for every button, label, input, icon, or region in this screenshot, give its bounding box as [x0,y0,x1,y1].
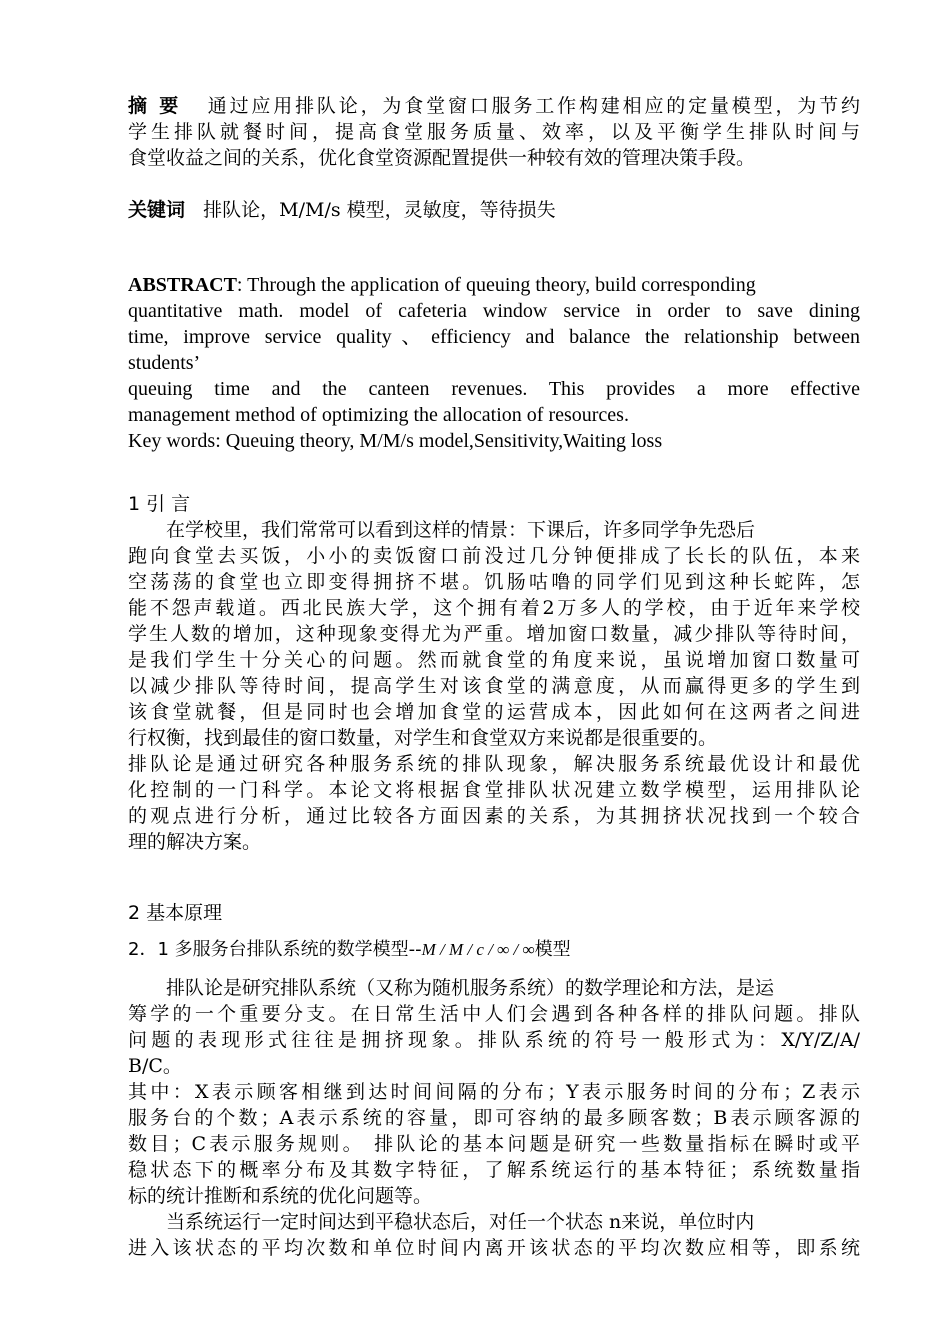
body-line: 当系统运行一定时间达到平稳状态后，对任一个状态 n来说，单位时内 [166,1211,755,1233]
body-line: 的观点进行分析，通过比较各方面因素的关系，为其拥挤状况找到一个较合 [128,805,860,827]
body-line: 进入该状态的平均次数和单位时间内离开该状态的平均次数应相等，即系统 [128,1237,860,1259]
body-line: 化控制的一门科学。本论文将根据食堂排队状况建立数学模型，运用排队论 [128,779,860,801]
abstract-en-line: queuing time and the canteen revenues. This provides a more effective [128,378,860,400]
body-line: 标的统计推断和系统的优化问题等。 [128,1185,433,1207]
body-line: 问题的表现形式往往是拥挤现象。排队系统的符号一般形式为：X/Y/Z/A/ [128,1029,860,1051]
body-line: 学生人数的增加，这种现象变得尤为严重。增加窗口数量，减少排队等待时间， [128,623,860,645]
body-line: 排队论是通过研究各种服务系统的排队现象，解决服务系统最优设计和最优 [128,753,860,775]
body-line: 是我们学生十分关心的问题。然而就食堂的角度来说，虽说增加窗口数量可 [128,649,860,671]
body-line: 数目；C表示服务规则。 排队论的基本问题是研究一些数量指标在瞬时或平 [128,1133,860,1155]
body-line: 筹学的一个重要分支。在日常生活中人们会遇到各种各样的排队问题。排队 [128,1003,860,1025]
body-line: 在学校里，我们常常可以看到这样的情景：下课后，许多同学争先恐后 [166,519,756,541]
abstract-en-keywords: Key words: Queuing theory, M/M/s model,Sensitivity,Waiting loss [128,430,663,452]
section2-heading: 2 基本原理 [128,902,223,924]
abstract-cn [128,93,860,171]
abstract-en-label: ABSTRACT [128,274,237,296]
abstract-en-line: quantitative math. model of cafeteria window service in order to save dining [128,300,860,322]
keywords-cn-text: 排队论，M/M/s 模型，灵敏度，等待损失 [203,199,556,221]
abstract-cn-line: 摘 要 通过应用排队论，为食堂窗口服务工作构建相应的定量模型，为节约 [128,95,860,117]
body-line: 该食堂就餐，但是同时也会增加食堂的运营成本，因此如何在这两者之间进 [128,701,860,723]
body-line: B/C。 [128,1055,182,1077]
body-line: 跑向食堂去买饭，小小的卖饭窗口前没过几分钟便排成了长长的队伍，本来 [128,545,860,567]
body-line: 排队论是研究排队系统（又称为随机服务系统）的数学理论和方法，是运 [166,977,775,999]
section1-heading: 1 引 言 [128,493,191,515]
abstract-cn-label: 摘 要 [128,95,182,117]
abstract-en-line: ABSTRACT: Through the application of queuing theory, build corresponding [128,274,756,296]
keywords-cn-line [128,197,860,223]
section1-body [128,517,860,855]
abstract-en-line: students’ [128,352,201,374]
body-line: 理的解决方案。 [128,831,262,853]
abstract-cn-line: 食堂收益之间的关系，优化食堂资源配置提供一种较有效的管理决策手段。 [128,147,756,169]
body-line: 空荡荡的食堂也立即变得拥挤不堪。饥肠咕噜的同学们见到这种长蛇阵，怎 [128,571,860,593]
body-line: 服务台的个数；A表示系统的容量，即可容纳的最多顾客数；B表示顾客源的 [128,1107,860,1129]
section2-body [128,975,860,1261]
abstract-en [128,272,860,454]
section2-subheading: 2．1 多服务台排队系统的数学模型--M / M / c / ∞ / ∞模型 [128,939,571,960]
body-line: 其中：X表示顾客相继到达时间间隔的分布；Y表示服务时间的分布；Z表示 [128,1081,860,1103]
keywords-cn-label: 关键词 [128,199,186,221]
keywords-cn [128,197,860,223]
body-line: 稳状态下的概率分布及其数字特征，了解系统运行的基本特征；系统数量指 [128,1159,860,1181]
body-line: 行权衡，找到最佳的窗口数量，对学生和食堂双方来说都是很重要的。 [128,727,718,749]
abstract-en-line: time, improve service quality、efficiency and balance the relationship between [128,326,860,348]
body-line: 以减少排队等待时间，提高学生对该食堂的满意度，从而赢得更多的学生到 [128,675,860,697]
body-line: 能不怨声载道。西北民族大学，这个拥有着2万多人的学校，由于近年来学校 [128,597,860,619]
model-notation: M / M / c / ∞ / ∞ [421,940,535,959]
abstract-cn-line: 学生排队就餐时间，提高食堂服务质量、效率，以及平衡学生排队时间与 [128,121,860,143]
abstract-en-line: management method of optimizing the allocation of resources. [128,404,629,426]
